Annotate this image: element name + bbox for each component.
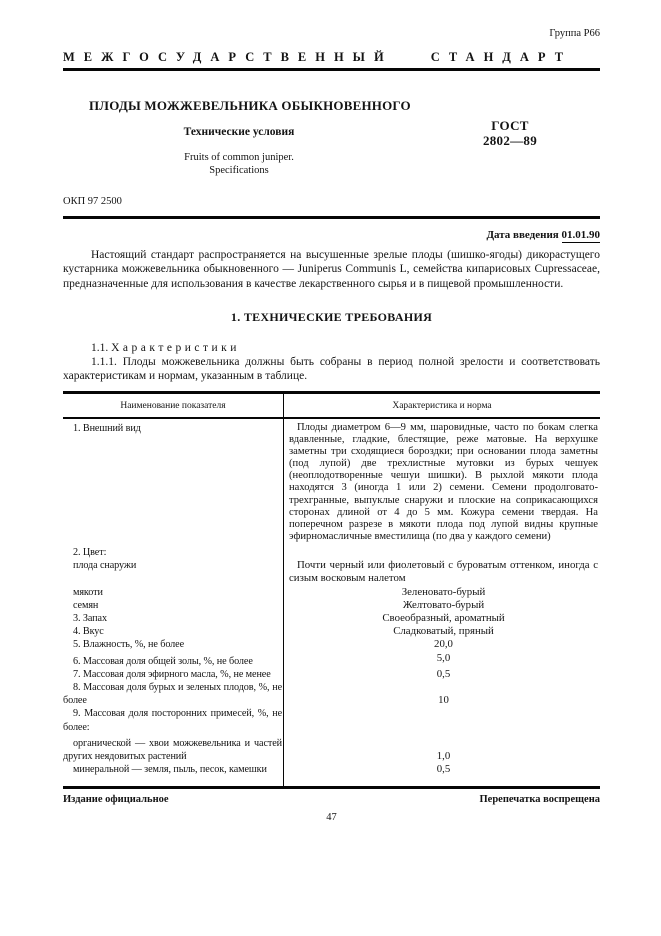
table-row [63, 652, 600, 668]
row-value-cell [283, 734, 600, 763]
title-block [63, 98, 600, 186]
row-label: 7. Массовая доля эфирного масла, %, не менее [73, 668, 271, 680]
page-number: 47 [326, 811, 337, 823]
date-value: 01.01.90 [561, 228, 600, 241]
row-value: Желтовато-бурый [402, 598, 485, 611]
section-heading: 1. ТЕХНИЧЕСКИЕ ТРЕБОВАНИЯ [230, 310, 433, 324]
gost-label: ГОСТ [491, 118, 529, 133]
row-value: 5,0 [436, 651, 451, 664]
row-value-cell [283, 707, 600, 733]
row-value: 20,0 [434, 638, 453, 651]
okp-code: ОКП 97 2500 [63, 196, 122, 207]
row-value-cell [283, 599, 600, 612]
row-label: семян [73, 599, 99, 611]
row-label: 4. Вкус [73, 626, 104, 638]
footer-edition-note: Издание официальное [63, 793, 169, 805]
requirements-table [63, 391, 600, 786]
table-row [63, 599, 600, 612]
table-row [63, 419, 600, 543]
row-value: Зеленовато-бурый [401, 585, 486, 598]
table-row [63, 638, 600, 651]
row-label: плода снаружи [73, 560, 137, 572]
english-title: Fruits of common juniper. [184, 152, 294, 163]
section-rule [63, 216, 600, 219]
footer-rule [63, 786, 600, 789]
title-left-column [89, 98, 411, 177]
scope-paragraph: Настоящий стандарт распространяется на высушенные зрелые плоды (шишко-ягоды) дикорастущего кустарника можжевельника обыкновенного — Juniperus Communis L, семейства кипарисовых Cupressaceae, предназначенные для использования в качестве лекарственного сырья и в пищевой промышленности. [63, 248, 600, 290]
row-label: 1. Внешний вид [73, 423, 141, 434]
standard-type-banner: МЕЖГОСУДАРСТВЕННЫЙ СТАНДАРТ [63, 50, 573, 64]
row-value-cell [283, 419, 600, 543]
row-label: 6. Массовая доля общей золы, %, не более [73, 655, 253, 667]
row-value: Плоды диаметром 6—9 мм, шаровидные, часто по бокам слегка вдавленные, гладкие, блестящие, реже матовые. На верхушке заметны три сходящиеся бороздки; при основании плода заметны (под лупой) две трехлистные мутовки из бурых чешуек (неоплодотворенные чешуи шишки). В рыхлой мякоти плода находятся 3 (иногда 1 или 2) семени. Семени продолговато-трехгранные, выпуклые снаружи и плоские на соприкасающихся сторонах длиной от 4 до 5 мм. Кожура семени твердая. На поперечном разрезе в мякоти плода под лупой видны крупные эфирномасличные вместилища (по два у каждого семени) [289, 422, 598, 542]
row-label: 8. Массовая доля бурых и зеленых плодов, %, не более [63, 681, 282, 707]
row-value: Сладковатый, пряный [393, 625, 494, 638]
table-row [63, 763, 600, 786]
row-value-cell [283, 681, 600, 707]
row-label: минеральной — земля, пыль, песок, камешки [73, 764, 267, 776]
document-subtitle: Технические условия [183, 126, 295, 138]
column-header-indicator: Наименование показателя [120, 401, 226, 411]
table-row [63, 681, 600, 707]
row-label: органической — хвои можжевельника и частей других неядовитых растений [63, 737, 282, 762]
group-label: Группа Р66 [549, 28, 600, 39]
row-value-cell [283, 668, 600, 681]
date-label: Дата введения [486, 228, 559, 241]
table-row [63, 668, 600, 681]
row-value: Почти черный или фиолетовый с буроватым оттенком, иногда с сизым восковым налетом [289, 559, 598, 585]
subsection-heading [63, 342, 600, 354]
table-header-row [63, 394, 600, 419]
english-subtitle: Specifications [209, 165, 269, 176]
row-value-cell [283, 559, 600, 585]
row-value-cell [283, 638, 600, 651]
table-row [63, 734, 600, 763]
row-label: 3. Запах [73, 612, 107, 624]
row-label: 2. Цвет: [73, 546, 107, 558]
row-label: 5. Влажность, %, не более [73, 639, 185, 651]
gost-designation [461, 118, 559, 148]
row-value-cell [283, 612, 600, 625]
row-label: мякоти [73, 586, 103, 598]
row-value-cell [283, 543, 600, 559]
column-header-norm: Характеристика и норма [283, 394, 600, 417]
row-value: 0,5 [436, 667, 451, 680]
table-row [63, 586, 600, 599]
subsection-number: 1.1. [91, 342, 109, 354]
banner-rule [63, 68, 600, 71]
row-value-cell [283, 586, 600, 599]
footer-reprint-note: Перепечатка воспрещена [479, 793, 600, 805]
table-row [63, 625, 600, 638]
row-value-cell [283, 625, 600, 638]
row-value-cell [283, 652, 600, 668]
row-value-cell [283, 763, 600, 786]
clause-1-1-1: 1.1.1. Плоды можжевельника должны быть собраны в период полной зрелости и соответствовать характеристикам и нормам, указанным в таблице. [63, 356, 600, 382]
subsection-title: Характеристики [111, 342, 240, 354]
footer [63, 794, 600, 805]
row-value: 10 [438, 694, 449, 707]
table-row [63, 707, 600, 733]
row-value: 0,5 [436, 763, 451, 776]
table-row [63, 612, 600, 625]
gost-number: 2802—89 [482, 133, 538, 148]
row-value: 1,0 [436, 749, 451, 762]
row-label: 9. Массовая доля посторонних примесей, %, не более: [63, 708, 282, 733]
introduction-date-line [63, 229, 600, 241]
document-title: ПЛОДЫ МОЖЖЕВЕЛЬНИКА ОБЫКНОВЕННОГО [89, 98, 411, 113]
english-title-block [89, 151, 389, 177]
row-value: Своеобразный, ароматный [382, 611, 505, 624]
table-row [63, 559, 600, 585]
table-row [63, 543, 600, 559]
